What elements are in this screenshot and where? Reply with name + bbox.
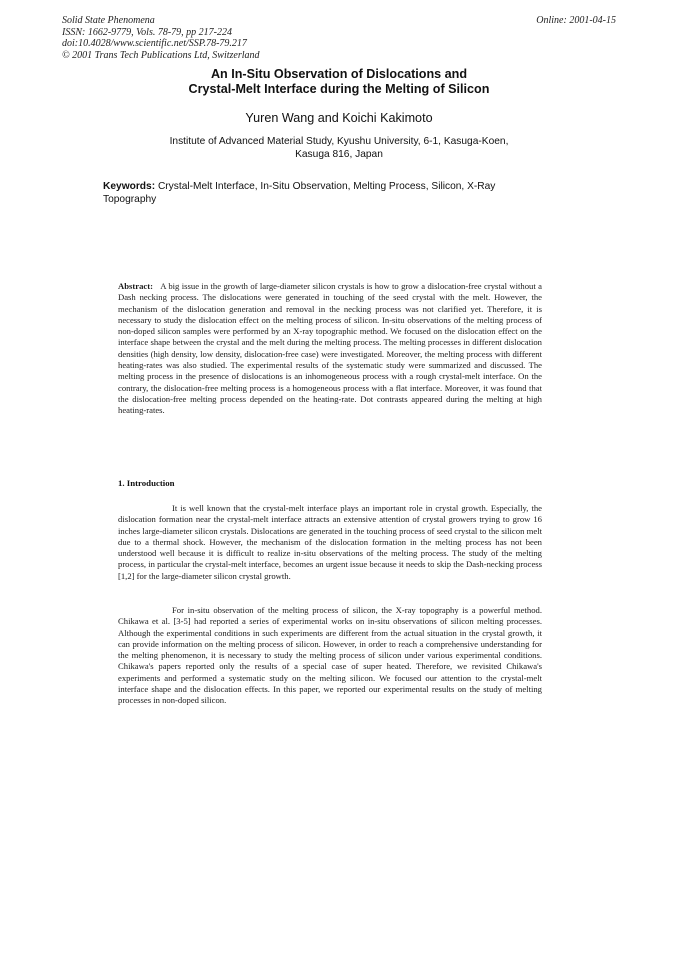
doi-line[interactable]: doi:10.4028/www.scientific.net/SSP.78-79.217 (62, 38, 247, 49)
copyright-line: © 2001 Trans Tech Publications Ltd, Switzerland (62, 49, 260, 61)
issn-line: ISSN: 1662-9779, Vols. 78-79, pp 217-224 (62, 26, 232, 38)
intro-paragraph-1: It is well known that the crystal-melt interface plays an important role in crystal growth. Especially, the dislocation formation near the crystal-melt interface attracts an extensive attention of crystal growers trying to grow 16 inches large-diameter silicon crystals. Dislocations are generated in the touching process of seed crystal to the silicon melt due to a thermal shock. However, the mechanism of the dislocation formation in the melting process has not been understood well because it is difficult to realize in-situ observations of the melting process. The study of the melting process, in particular the crystal-melt interface, becomes an urgent issue because it needs to skip the Dash-necking process [1,2] for the large-diameter silicon crystal growth. (118, 503, 542, 581)
publication-header (62, 15, 260, 61)
keywords (103, 181, 523, 206)
paper-title (0, 67, 678, 97)
title-line-1: An In-Situ Observation of Dislocations and (210, 67, 468, 81)
section-heading: 1. Introduction (118, 478, 175, 488)
title-line-2: Crystal-Melt Interface during the Melting of Silicon (188, 82, 490, 96)
keywords-label: Keywords: (103, 181, 156, 192)
affiliation-line-2: Kasuga 816, Japan (295, 148, 383, 160)
affiliation (0, 136, 678, 161)
authors: Yuren Wang and Koichi Kakimoto (245, 111, 433, 125)
keywords-text: Crystal-Melt Interface, In-Situ Observation, Melting Process, Silicon, X-Ray Topography (103, 181, 496, 205)
journal-name: Solid State Phenomena (62, 15, 155, 26)
intro-paragraph-2: For in-situ observation of the melting process of silicon, the X-ray topography is a powerful method. Chikawa et al. [3-5] had reported a series of experimental works on in-situ observations of silicon melting processes. Although the experimental conditions in such experiments are different from the actual situation in the crystal growth, it can provide information on the melting process of silicon. However, in order to reach a comprehensive understanding for the melting phenomenon, it is necessary to study the melting process of silicon under various experimental conditions. Chikawa's papers reported only the results of a special case of super heated. Therefore, we revisited Chikawa's experiments and performed a systematic study on the melting silicon. We focused our attention to the crystal-melt interface shape and the dislocation effects. In this paper, we reported our experimental results on the study of melting processes in non-doped silicon. (118, 605, 542, 706)
abstract-text: A big issue in the growth of large-diameter silicon crystals is how to grow a dislocation-free crystal without a Dash necking process. The dislocations were generated in touching of the seed crystal with the melt. However, the mechanism of the dislocation generation and removal in the necking process was not clarified yet. Therefore, it is necessary to study the dislocation effect on the melting process of silicon. In-situ observations of the melting process of non-doped silicon samples were performed by an X-ray topographic method. We focused on the dislocation effect on the interface shape between the crystal and the melt during the melting process. The melting processes in different dislocation densities (high density, low density, dislocation-free case) were investigated. Moreover, the melting process with different heating-rates was also studied. The experimental results of the systematic study were summarized and discussed. The melting process in the presence of dislocations is an inhomogeneous process with a rough crystal-melt interface. On the contrary, the dislocation-free melting process is a homogeneous process with a flat interface. Moreover, it was found that the dislocation-free melting process depended on the heating-rate. Dot contrasts appeared during the melting at high heating-rates. (118, 281, 542, 416)
abstract (118, 281, 542, 417)
abstract-label: Abstract: (118, 281, 153, 291)
affiliation-line-1: Institute of Advanced Material Study, Kyushu University, 6-1, Kasuga-Koen, (169, 136, 509, 147)
online-date: Online: 2001-04-15 (536, 15, 616, 26)
